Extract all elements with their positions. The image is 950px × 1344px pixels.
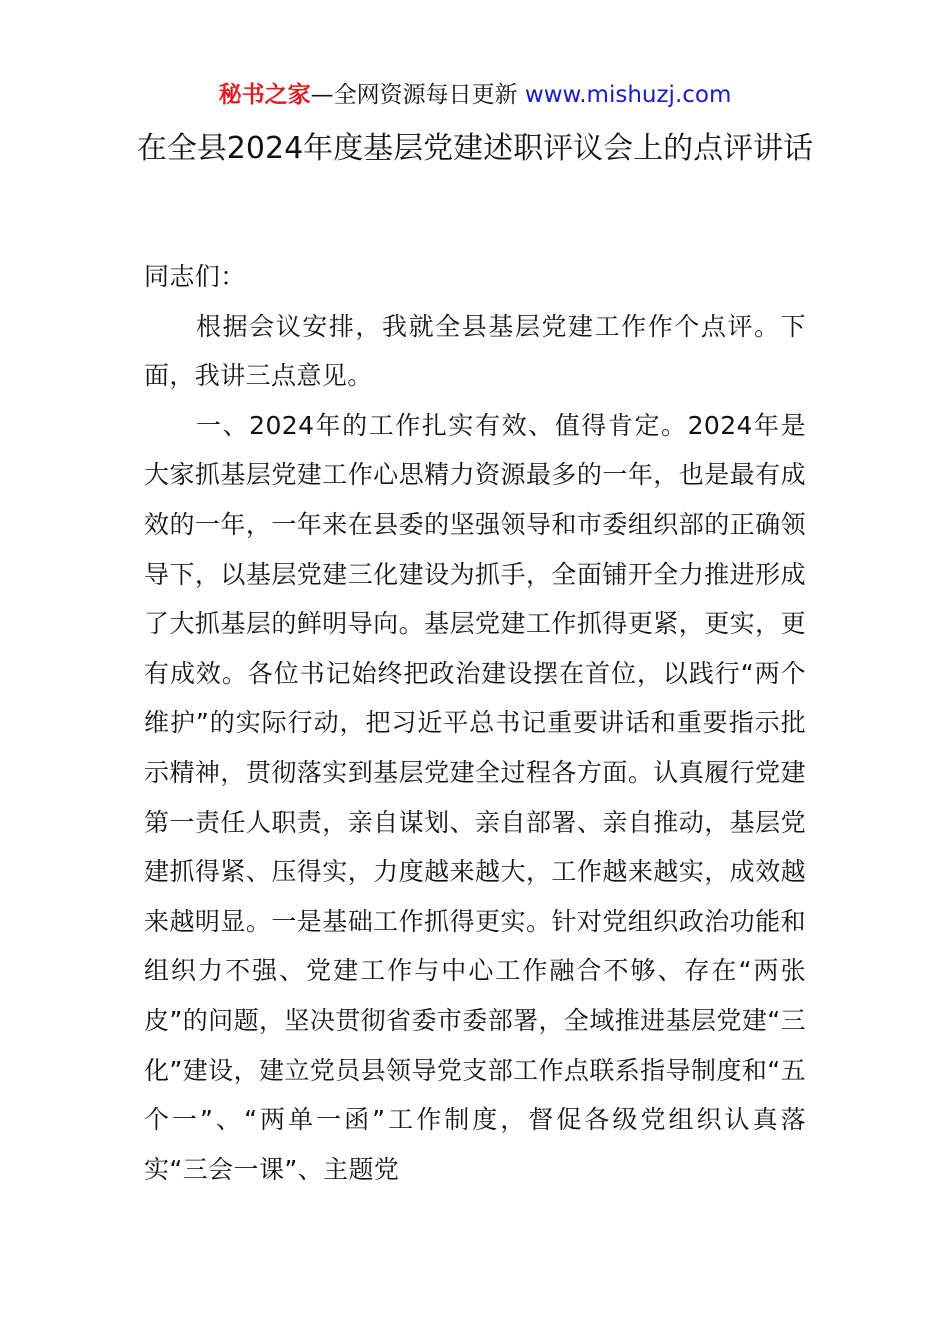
document-body [144, 252, 806, 1194]
paragraph-intro: 根据会议安排，我就全县基层党建工作作个点评。下面，我讲三点意见。 [144, 311, 806, 391]
site-header [0, 78, 950, 112]
document-title: 在全县2024年度基层党建述职评议会上的点评讲话 [136, 131, 814, 166]
site-url[interactable]: www.mishuzj.com [524, 82, 732, 108]
site-tagline: —全网资源每日更新 [310, 82, 525, 108]
salutation: 同志们： [144, 262, 246, 291]
paragraph-section-one: 一、2024年的工作扎实有效、值得肯定。2024年是大家抓基层党建工作心思精力资源最多的一年，也是最有成效的一年，一年来在县委的坚强领导和市委组织部的正确领导下，以基层党建三化建设为抓手，全面铺开全力推进形成了大抓基层的鲜明导向。基层党建工作抓得更紧，更实，更有成效。各位书记始终把政治建设摆在首位，以践行“两个维护”的实际行动，把习近平总书记重要讲话和重要指示批示精神，贯彻落实到基层党建全过程各方面。认真履行党建第一责任人职责，亲自谋划、亲自部署、亲自推动，基层党建抓得紧、压得实，力度越来越大，工作越来越实，成效越来越明显。一是基础工作抓得更实。针对党组织政治功能和组织力不强、党建工作与中心工作融合不够、存在“两张皮”的问题，坚决贯彻省委市委部署，全域推进基层党建“三化”建设，建立党员县领导党支部工作点联系指导制度和“五个一”、“两单一函”工作制度，督促各级党组织认真落实“三会一课”、主题党 [144, 410, 806, 1184]
site-brand: 秘书之家 [218, 82, 311, 108]
